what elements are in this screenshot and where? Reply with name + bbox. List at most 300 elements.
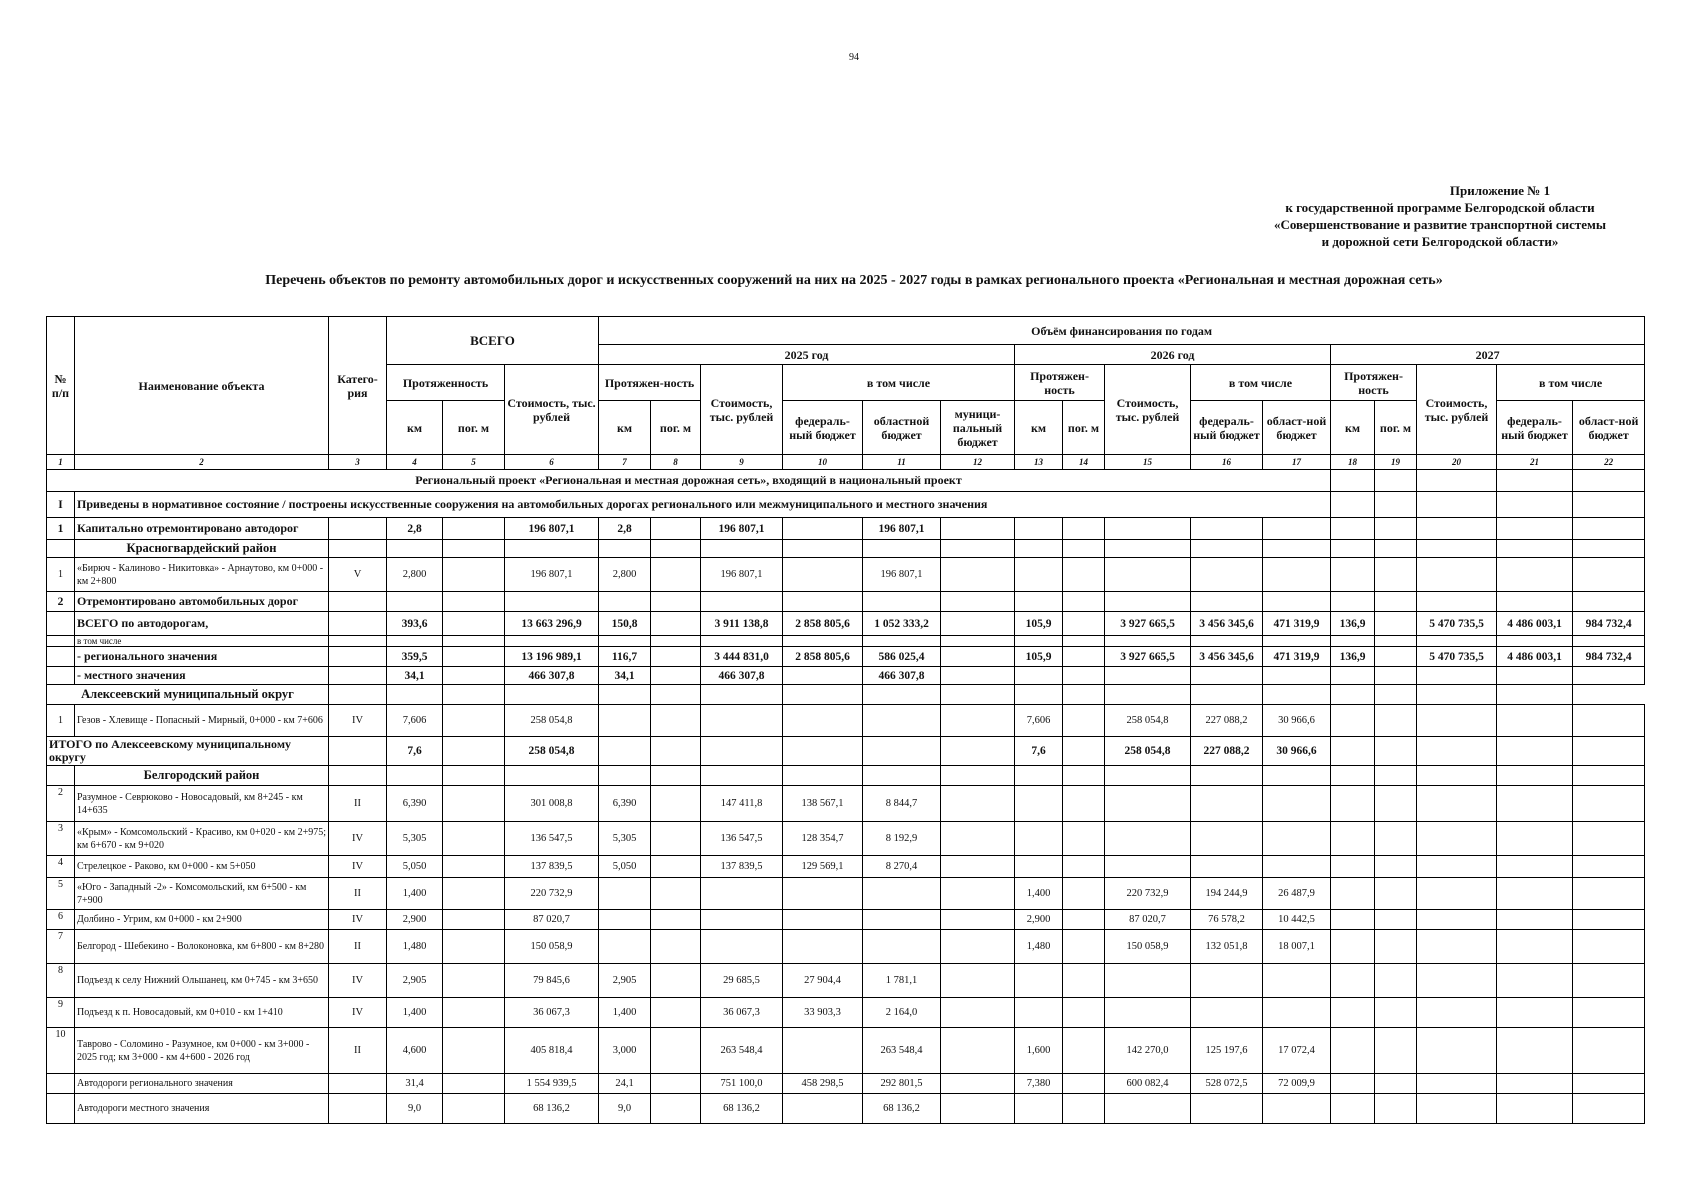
cell-cost: 79 845,6	[505, 964, 599, 998]
row-number: 2	[47, 592, 75, 612]
cell-cost: 13 663 296,9	[505, 612, 599, 636]
row-number: 10	[47, 1028, 75, 1074]
row-name: Подъезд к селу Нижний Ольшанец, км 0+745 - км 3+650	[75, 964, 329, 998]
cell-cost-2026: 258 054,8	[1105, 705, 1191, 737]
cell-km: 1,400	[387, 878, 443, 910]
cell-fed-2027: 4 486 003,1	[1497, 612, 1573, 636]
header-name: Наименование объекта	[75, 317, 329, 455]
cell-cost: 196 807,1	[505, 558, 599, 592]
col-num: 2	[75, 455, 329, 470]
cell-fed-2025	[783, 930, 863, 964]
row-name: Белгород - Шебекино - Волоконовка, км 6+800 - км 8+280	[75, 930, 329, 964]
cell-km: 393,6	[387, 612, 443, 636]
cell-reg-2026	[1263, 964, 1331, 998]
cell-cost-2026: 600 082,4	[1105, 1074, 1191, 1094]
cell-cost: 13 196 989,1	[505, 647, 599, 667]
cell-category: II	[329, 786, 387, 822]
cell-cost-2025	[701, 910, 783, 930]
table-row	[47, 647, 1645, 667]
header-2027-pogm: пог. м	[1375, 401, 1417, 455]
header-2025-km: км	[599, 401, 651, 455]
row-name: Капитально отремонтировано автодорог	[75, 518, 329, 540]
cell-km: 9,0	[387, 1094, 443, 1124]
cell-km-2026: 7,606	[1015, 705, 1063, 737]
cell-cost: 220 732,9	[505, 878, 599, 910]
header-2026: 2026 год	[1015, 345, 1331, 365]
cell-cost-2025: 751 100,0	[701, 1074, 783, 1094]
col-num: 20	[1417, 455, 1497, 470]
header-2025-pogm: пог. м	[651, 401, 701, 455]
cell-km-2025: 6,390	[599, 786, 651, 822]
cell-fed-2025: 458 298,5	[783, 1074, 863, 1094]
header-2027-fed: федераль-ный бюджет	[1497, 401, 1573, 455]
cell-km-2025: 1,400	[599, 998, 651, 1028]
row-number: 2	[47, 786, 75, 822]
header-2026-fed: федераль-ный бюджет	[1191, 401, 1263, 455]
cell-cost-2025: 196 807,1	[701, 558, 783, 592]
cell-category: IV	[329, 705, 387, 737]
row-name: ИТОГО по Алексеевскому муниципальному округу	[47, 737, 329, 766]
row-name: - местного значения	[75, 667, 329, 685]
header-2026-pogm: пог. м	[1063, 401, 1105, 455]
row-name: Долбино - Угрим, км 0+000 - км 2+900	[75, 910, 329, 930]
header-total-pogm: пог. м	[443, 401, 505, 455]
col-num: 13	[1015, 455, 1063, 470]
cell-cost: 258 054,8	[505, 737, 599, 766]
header-2026-reg: област-ной бюджет	[1263, 401, 1331, 455]
cell-cost-2025: 196 807,1	[701, 518, 783, 540]
row-number: 3	[47, 822, 75, 856]
cell-reg-2026: 17 072,4	[1263, 1028, 1331, 1074]
cell-km-2026	[1015, 786, 1063, 822]
row-name: в том числе	[75, 636, 329, 647]
section-title: Приведены в нормативное состояние / построены искусственные сооружения на автомобильных дорогах регионального или межмуниципального и местного значения	[75, 492, 1331, 518]
cell-km-2027: 136,9	[1331, 647, 1375, 667]
cell-fed-2026: 528 072,5	[1191, 1074, 1263, 1094]
cell-category: II	[329, 930, 387, 964]
summary-row	[47, 1094, 1645, 1124]
header-2025-cost: Стоимость, тыс. рублей	[701, 365, 783, 455]
appendix-line-2: к государственной программе Белгородской области	[1285, 200, 1595, 215]
cell-km: 2,8	[387, 518, 443, 540]
project-row	[47, 470, 1645, 492]
header-2027-length: Протяжен-ность	[1331, 365, 1417, 401]
cell-km-2025: 150,8	[599, 612, 651, 636]
table-row	[47, 856, 1645, 878]
cell-category: II	[329, 878, 387, 910]
cell-km: 1,480	[387, 930, 443, 964]
col-num: 11	[863, 455, 941, 470]
cell-reg-2026: 471 319,9	[1263, 647, 1331, 667]
row-name: Автодороги регионального значения	[75, 1074, 329, 1094]
row-number: I	[47, 492, 75, 518]
cell-km: 2,900	[387, 910, 443, 930]
items-body	[47, 786, 1645, 1074]
table-row	[47, 667, 1645, 685]
cell-reg-2025: 466 307,8	[863, 667, 941, 685]
cell-cost-2026: 87 020,7	[1105, 910, 1191, 930]
cell-reg-2025: 8 192,9	[863, 822, 941, 856]
cell-km-2026: 7,6	[1015, 737, 1063, 766]
row-number: 4	[47, 856, 75, 878]
cell-km-2025	[599, 878, 651, 910]
cell-cost: 258 054,8	[505, 705, 599, 737]
row-number: 5	[47, 878, 75, 910]
cell-cost: 36 067,3	[505, 998, 599, 1028]
cell-reg-2026: 18 007,1	[1263, 930, 1331, 964]
row-number: 8	[47, 964, 75, 998]
cell-fed-2026	[1191, 822, 1263, 856]
cell-cost: 301 008,8	[505, 786, 599, 822]
cell-fed-2026: 132 051,8	[1191, 930, 1263, 964]
table-row	[47, 964, 1645, 998]
row-name: Подъезд к п. Новосадовый, км 0+010 - км 1+410	[75, 998, 329, 1028]
header-category: Катего-рия	[329, 317, 387, 455]
cell-cost-2025: 147 411,8	[701, 786, 783, 822]
col-num: 4	[387, 455, 443, 470]
cell-cost-2025: 136 547,5	[701, 822, 783, 856]
cell-km-2026: 1,480	[1015, 930, 1063, 964]
cell-cost-2025: 29 685,5	[701, 964, 783, 998]
col-num: 8	[651, 455, 701, 470]
row-number: 1	[47, 558, 75, 592]
cell-reg-2026: 72 009,9	[1263, 1074, 1331, 1094]
cell-km: 7,6	[387, 737, 443, 766]
cell-km-2026: 1,600	[1015, 1028, 1063, 1074]
total-row	[47, 612, 1645, 636]
cell-cost-2025	[701, 878, 783, 910]
cell-km-2025	[599, 930, 651, 964]
header-funding: Объём финансирования по годам	[599, 317, 1645, 345]
cell-reg-2026	[1263, 786, 1331, 822]
cell-reg-2026	[1263, 998, 1331, 1028]
col-num: 5	[443, 455, 505, 470]
cell-category: IV	[329, 856, 387, 878]
cell-fed-2025: 138 567,1	[783, 786, 863, 822]
col-num: 10	[783, 455, 863, 470]
header-2025-fed: федераль-ный бюджет	[783, 401, 863, 455]
header-2026-incl: в том числе	[1191, 365, 1331, 401]
row-name: Разумное - Севрюково - Новосадовый, км 8+245 - км 14+635	[75, 786, 329, 822]
cell-cost-2025: 68 136,2	[701, 1094, 783, 1124]
cell-fed-2026: 3 456 345,6	[1191, 647, 1263, 667]
cell-km: 31,4	[387, 1074, 443, 1094]
cell-km-2025: 2,800	[599, 558, 651, 592]
row-number: 7	[47, 930, 75, 964]
row-number: 1	[47, 705, 75, 737]
cell-cost-2026: 150 058,9	[1105, 930, 1191, 964]
cell-reg-2025: 263 548,4	[863, 1028, 941, 1074]
cell-fed-2025: 2 858 805,6	[783, 647, 863, 667]
cell-cost: 136 547,5	[505, 822, 599, 856]
col-num: 12	[941, 455, 1015, 470]
cell-km-2025: 3,000	[599, 1028, 651, 1074]
cell-reg-2025: 2 164,0	[863, 998, 941, 1028]
cell-fed-2026: 125 197,6	[1191, 1028, 1263, 1074]
table-row	[47, 786, 1645, 822]
cell-km-2025: 2,905	[599, 964, 651, 998]
col-num: 16	[1191, 455, 1263, 470]
cell-reg-2026: 26 487,9	[1263, 878, 1331, 910]
cell-km-2026	[1015, 998, 1063, 1028]
cell-fed-2025: 2 858 805,6	[783, 612, 863, 636]
cell-cost-2025: 36 067,3	[701, 998, 783, 1028]
header-total-cost: Стоимость, тыс. рублей	[505, 365, 599, 455]
table-row	[47, 1028, 1645, 1074]
col-num: 9	[701, 455, 783, 470]
row-name: Отремонтировано автомобильных дорог	[75, 592, 329, 612]
cell-reg-2025: 586 025,4	[863, 647, 941, 667]
cell-reg-2026: 30 966,6	[1263, 705, 1331, 737]
col-num: 18	[1331, 455, 1375, 470]
header-2027-incl: в том числе	[1497, 365, 1645, 401]
cell-cost-2025: 137 839,5	[701, 856, 783, 878]
header-2025-reg: областной бюджет	[863, 401, 941, 455]
cell-reg-2025: 68 136,2	[863, 1094, 941, 1124]
table-row	[47, 558, 1645, 592]
table-row	[47, 878, 1645, 910]
district-title: Белгородский район	[75, 766, 329, 786]
row-name: Гезов - Хлевище - Попасный - Мирный, 0+000 - км 7+606	[75, 705, 329, 737]
cell-fed-2026: 227 088,2	[1191, 737, 1263, 766]
cell-reg-2025: 8 270,4	[863, 856, 941, 878]
header-2026-length: Протяжен-ность	[1015, 365, 1105, 401]
cell-km-2025: 116,7	[599, 647, 651, 667]
cell-category: II	[329, 1028, 387, 1074]
header-total-length: Протяженность	[387, 365, 505, 401]
col-num: 22	[1573, 455, 1645, 470]
cell-km-2026: 105,9	[1015, 647, 1063, 667]
cell-reg-2027: 984 732,4	[1573, 647, 1645, 667]
cell-cost: 68 136,2	[505, 1094, 599, 1124]
cell-km: 4,600	[387, 1028, 443, 1074]
cell-reg-2025	[863, 878, 941, 910]
cell-reg-2026: 471 319,9	[1263, 612, 1331, 636]
cell-reg-2027: 984 732,4	[1573, 612, 1645, 636]
header-total-km: км	[387, 401, 443, 455]
row-number: 6	[47, 910, 75, 930]
table-row	[47, 636, 1645, 647]
cell-cost: 1 554 939,5	[505, 1074, 599, 1094]
cell-cost: 87 020,7	[505, 910, 599, 930]
cell-cost-2027: 5 470 735,5	[1417, 612, 1497, 636]
cell-cost-2026	[1105, 856, 1191, 878]
appendix-header	[1160, 182, 1708, 250]
cell-cost-2026: 258 054,8	[1105, 737, 1191, 766]
cell-fed-2026: 227 088,2	[1191, 705, 1263, 737]
table-row	[47, 910, 1645, 930]
district-row	[47, 766, 1645, 786]
district-title: Красногвардейский район	[75, 540, 329, 558]
cell-reg-2026: 10 442,5	[1263, 910, 1331, 930]
cell-fed-2026	[1191, 786, 1263, 822]
cell-category: V	[329, 558, 387, 592]
row-name: Таврово - Соломино - Разумное, км 0+000 - км 3+000 - 2025 год; км 3+000 - км 4+600 - 2026 год	[75, 1028, 329, 1074]
district-row	[47, 685, 1645, 705]
cell-km-2026: 1,400	[1015, 878, 1063, 910]
cell-category: IV	[329, 998, 387, 1028]
cell-reg-2026	[1263, 856, 1331, 878]
cell-reg-2025: 196 807,1	[863, 558, 941, 592]
cell-km: 6,390	[387, 786, 443, 822]
header-2026-cost: Стоимость, тыс. рублей	[1105, 365, 1191, 455]
header-2025-mun: муници-пальный бюджет	[941, 401, 1015, 455]
cell-fed-2026: 76 578,2	[1191, 910, 1263, 930]
page-number: 94	[849, 52, 859, 63]
cell-fed-2025	[783, 1028, 863, 1074]
cell-category: IV	[329, 910, 387, 930]
subtotal-row	[47, 737, 1645, 766]
cell-fed-2026: 194 244,9	[1191, 878, 1263, 910]
cell-fed-2025: 128 354,7	[783, 822, 863, 856]
cell-reg-2025: 292 801,5	[863, 1074, 941, 1094]
header-2026-km: км	[1015, 401, 1063, 455]
cell-cost-2026	[1105, 786, 1191, 822]
row-number: 9	[47, 998, 75, 1028]
cell-cost-2025: 3 444 831,0	[701, 647, 783, 667]
row-number: 1	[47, 518, 75, 540]
cell-fed-2025: 129 569,1	[783, 856, 863, 878]
project-title: Региональный проект «Региональная и местная дорожная сеть», входящий в национальный проект	[47, 470, 1331, 492]
cell-km: 5,050	[387, 856, 443, 878]
cell-km-2025: 34,1	[599, 667, 651, 685]
district-title: Алексеевский муниципальный округ	[47, 685, 329, 705]
cell-km-2025: 5,305	[599, 822, 651, 856]
cell-reg-2025	[863, 910, 941, 930]
cell-cost-2026: 3 927 665,5	[1105, 612, 1191, 636]
col-num: 1	[47, 455, 75, 470]
row-name: Стрелецкое - Раково, км 0+000 - км 5+050	[75, 856, 329, 878]
cell-fed-2026: 3 456 345,6	[1191, 612, 1263, 636]
summary-row	[47, 1074, 1645, 1094]
col-num: 21	[1497, 455, 1573, 470]
col-num: 15	[1105, 455, 1191, 470]
cell-km-2026: 105,9	[1015, 612, 1063, 636]
cell-category: IV	[329, 964, 387, 998]
col-num: 7	[599, 455, 651, 470]
row-name: - регионального значения	[75, 647, 329, 667]
header-2027-reg: област-ной бюджет	[1573, 401, 1645, 455]
cell-fed-2025: 27 904,4	[783, 964, 863, 998]
col-num: 3	[329, 455, 387, 470]
row-name: «Юго - Западный -2» - Комсомольский, км 6+500 - км 7+900	[75, 878, 329, 910]
cell-fed-2026	[1191, 964, 1263, 998]
cell-reg-2025: 1 052 333,2	[863, 612, 941, 636]
cell-km-2025: 24,1	[599, 1074, 651, 1094]
appendix-line-1: Приложение № 1	[1449, 183, 1551, 198]
col-num: 14	[1063, 455, 1105, 470]
cell-km: 2,905	[387, 964, 443, 998]
cell-cost: 466 307,8	[505, 667, 599, 685]
cell-cost-2026: 220 732,9	[1105, 878, 1191, 910]
cell-reg-2026	[1263, 822, 1331, 856]
cell-km-2025: 9,0	[599, 1094, 651, 1124]
header-2025: 2025 год	[599, 345, 1015, 365]
table-row	[47, 705, 1645, 737]
table-row	[47, 518, 1645, 540]
col-num: 19	[1375, 455, 1417, 470]
row-name: Автодороги местного значения	[75, 1094, 329, 1124]
appendix-line-4: и дорожной сети Белгородской области»	[1321, 234, 1559, 249]
cell-km-2025	[599, 910, 651, 930]
cell-km: 1,400	[387, 998, 443, 1028]
row-name: ВСЕГО по автодорогам,	[75, 612, 329, 636]
cell-km-2026	[1015, 822, 1063, 856]
cell-km-2026	[1015, 964, 1063, 998]
district-row	[47, 540, 1645, 558]
cell-cost: 150 058,9	[505, 930, 599, 964]
cell-fed-2027: 4 486 003,1	[1497, 647, 1573, 667]
cell-km-2027: 136,9	[1331, 612, 1375, 636]
cell-cost-2027: 5 470 735,5	[1417, 647, 1497, 667]
section-row	[47, 492, 1645, 518]
cell-km: 7,606	[387, 705, 443, 737]
cell-cost-2026: 3 927 665,5	[1105, 647, 1191, 667]
cell-km-2026	[1015, 856, 1063, 878]
objects-table	[46, 316, 1645, 1124]
cell-cost-2025: 3 911 138,8	[701, 612, 783, 636]
cell-reg-2025: 8 844,7	[863, 786, 941, 822]
cell-km: 34,1	[387, 667, 443, 685]
header-2027-cost: Стоимость, тыс. рублей	[1417, 365, 1497, 455]
cell-km-2026: 2,900	[1015, 910, 1063, 930]
header-2027-km: км	[1331, 401, 1375, 455]
row-name: «Бирюч - Калиново - Никитовка» - Арнаутово, км 0+000 - км 2+800	[75, 558, 329, 592]
cell-reg-2025: 1 781,1	[863, 964, 941, 998]
cell-fed-2025	[783, 910, 863, 930]
cell-cost-2025: 263 548,4	[701, 1028, 783, 1074]
table-row	[47, 822, 1645, 856]
cell-fed-2025	[783, 878, 863, 910]
cell-fed-2026	[1191, 856, 1263, 878]
cell-cost: 137 839,5	[505, 856, 599, 878]
cell-cost: 405 818,4	[505, 1028, 599, 1074]
cell-reg-2025: 196 807,1	[863, 518, 941, 540]
header-num: № п/п	[47, 317, 75, 455]
document-title: Перечень объектов по ремонту автомобильных дорог и искусственных сооружений на них на 2025 - 2027 годы в рамках регионального проекта «Региональная и местная дорожная сеть»	[265, 273, 1443, 288]
cell-reg-2025	[863, 930, 941, 964]
cell-cost: 196 807,1	[505, 518, 599, 540]
cell-cost-2026	[1105, 822, 1191, 856]
cell-cost-2026	[1105, 964, 1191, 998]
cell-cost-2026: 142 270,0	[1105, 1028, 1191, 1074]
row-name: «Крым» - Комсомольский - Красиво, км 0+020 - км 2+975; км 6+670 - км 9+020	[75, 822, 329, 856]
cell-km: 359,5	[387, 647, 443, 667]
cell-km-2025: 2,8	[599, 518, 651, 540]
cell-fed-2026	[1191, 998, 1263, 1028]
table-row	[47, 998, 1645, 1028]
cell-category: IV	[329, 822, 387, 856]
header-total: ВСЕГО	[387, 317, 599, 365]
cell-km: 2,800	[387, 558, 443, 592]
cell-km-2026: 7,380	[1015, 1074, 1063, 1094]
header-2027: 2027	[1331, 345, 1645, 365]
cell-cost-2025	[701, 930, 783, 964]
column-numbers-row	[47, 455, 1645, 470]
col-num: 6	[505, 455, 599, 470]
cell-reg-2026: 30 966,6	[1263, 737, 1331, 766]
appendix-line-3: «Совершенствование и развитие транспортной системы	[1273, 217, 1607, 232]
cell-km-2025: 5,050	[599, 856, 651, 878]
header-2025-incl: в том числе	[783, 365, 1015, 401]
cell-cost-2025: 466 307,8	[701, 667, 783, 685]
cell-km: 5,305	[387, 822, 443, 856]
col-num: 17	[1263, 455, 1331, 470]
header-2025-length: Протяжен-ность	[599, 365, 701, 401]
cell-cost-2026	[1105, 998, 1191, 1028]
section-row	[47, 592, 1645, 612]
cell-fed-2025: 33 903,3	[783, 998, 863, 1028]
